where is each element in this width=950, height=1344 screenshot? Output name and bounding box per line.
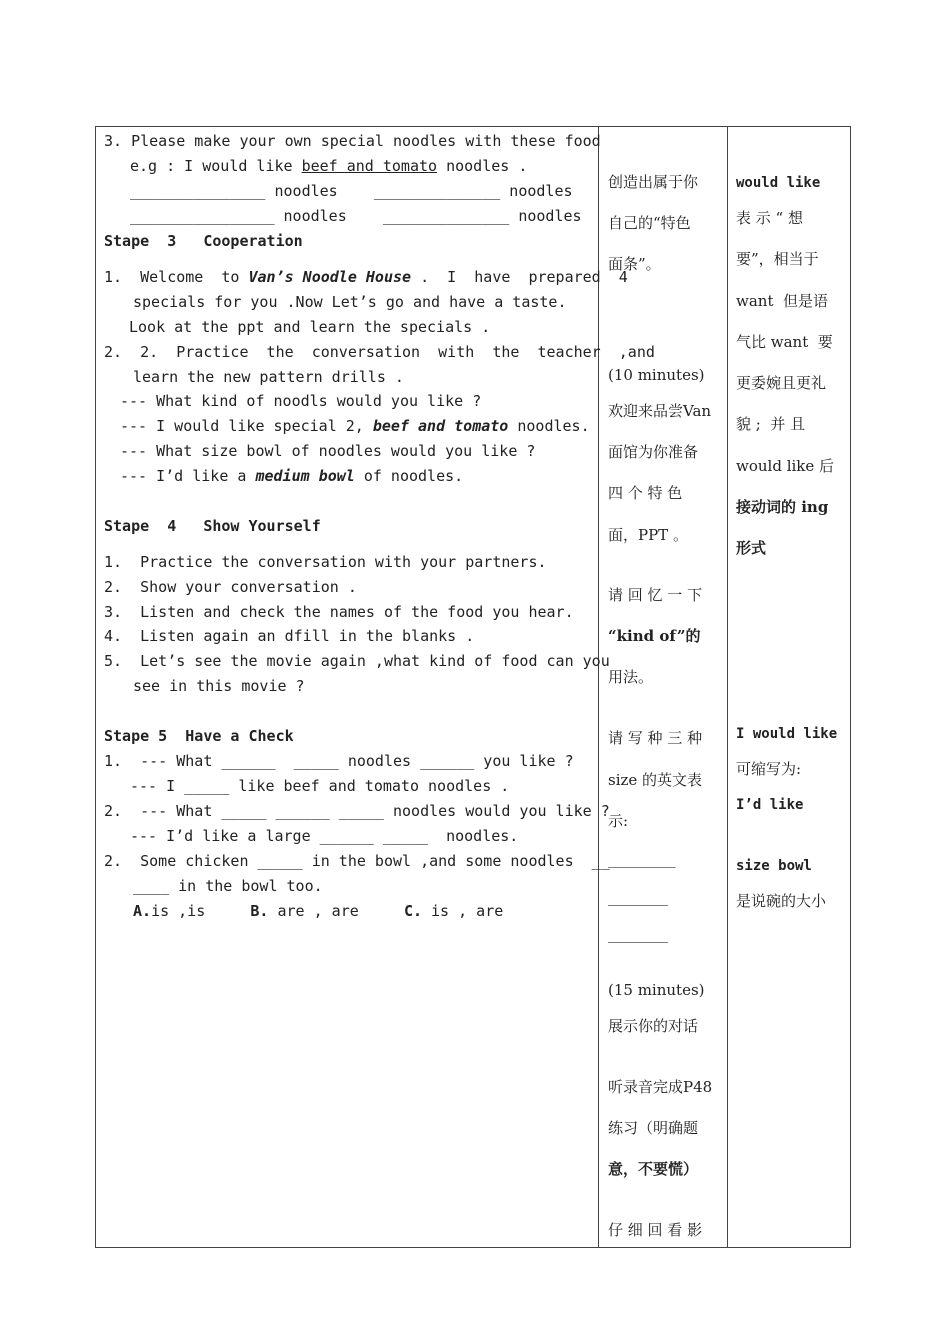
stage4-item-2: 2. Show your conversation . (104, 578, 357, 596)
stage5-title: Stape 5 Have a Check (104, 727, 294, 745)
middle-line: 自己的“特色 (608, 214, 691, 232)
middle-line: 创造出属于你 (608, 173, 699, 191)
right-line: size bowl (736, 858, 812, 874)
right-line: 更委婉且更礼 (736, 374, 827, 392)
right-line: 是说碗的大小 (736, 892, 827, 910)
right-line: I’d like (736, 797, 804, 813)
middle-line: 示: (608, 812, 629, 830)
middle-blank: ________ (608, 925, 668, 943)
middle-line: 意，不要慌） (608, 1160, 699, 1178)
middle-line: size 的英文表 (608, 771, 703, 789)
check-q2-line2: --- I’d like a large ______ _____ noodles. (130, 827, 519, 845)
check-q1-line1: 1. --- What ______ _____ noodles ______ you like ? (104, 752, 574, 770)
right-line: would like 后 (736, 457, 835, 475)
right-line: 要”，相当于 (736, 250, 819, 268)
item3-line1: 3. Please make your own special noodles with these food (104, 132, 601, 150)
right-line: want 但是语 (736, 292, 829, 310)
right-line: 可缩写为: (736, 760, 802, 778)
check-q3-line1: 2. Some chicken _____ in the bowl ,and some noodles __ (104, 852, 610, 870)
worksheet-table (95, 126, 851, 1248)
stage4-item-5-cont: see in this movie ? (133, 677, 305, 695)
right-line: 接动词的 ing (736, 498, 829, 516)
right-line: I would like (736, 726, 838, 742)
dialogue-line-4: --- I’d like a medium bowl of noodles. (120, 467, 464, 485)
middle-line: 面条”。 (608, 255, 661, 273)
middle-line: 请 回 忆 一 下 (608, 586, 703, 604)
middle-blank: ________ (608, 888, 668, 906)
item3-blank-row-2: ________________ noodles ______________ noodles (130, 207, 582, 225)
right-line: 貌 ; 并 且 (736, 415, 806, 433)
grammar-notes-column (728, 127, 852, 1247)
stage4-item-3: 3. Listen and check the names of the food you hear. (104, 603, 574, 621)
middle-line: 面，PPT 。 (608, 526, 688, 544)
middle-line: “kind of”的 (608, 627, 701, 645)
middle-line: 听录音完成P48 (608, 1078, 713, 1096)
item3-blank-row-1: _______________ noodles ______________ noodles (130, 182, 573, 200)
stage4-item-5: 5. Let’s see the movie again ,what kind of food can you (104, 652, 610, 670)
dialogue-line-1: --- What kind of noodls would you like ? (120, 392, 482, 410)
middle-line: 展示你的对话 (608, 1017, 699, 1035)
stage3-item1-line1: 1. Welcome to Van’s Noodle House . I have prepared 4 (104, 268, 628, 286)
stage4-item-1: 1. Practice the conversation with your partners. (104, 553, 547, 571)
stage4-item-4: 4. Listen again an dfill in the blanks . (104, 627, 475, 645)
teacher-notes-column (599, 127, 727, 1247)
middle-line: (15 minutes) (608, 981, 705, 999)
stage3-item2-line1: 2. 2. Practice the conversation with the teacher ,and (104, 343, 655, 361)
middle-line: 用法。 (608, 668, 654, 686)
check-q3-line2: ____ in the bowl too. (133, 877, 323, 895)
right-line: 气比 want 要 (736, 333, 833, 351)
middle-line: 仔 细 回 看 影 (608, 1221, 703, 1239)
check-q1-line2: --- I _____ like beef and tomato noodles . (130, 777, 510, 795)
stage3-item1-line3: Look at the ppt and learn the specials . (129, 318, 491, 336)
dialogue-line-2: --- I would like special 2, beef and tomato noodles. (120, 417, 590, 435)
right-line: would like (736, 175, 821, 191)
middle-line: 四 个 特 色 (608, 484, 683, 502)
stage3-item2-line2: learn the new pattern drills . (133, 368, 404, 386)
stage3-title: Stape 3 Cooperation (104, 232, 303, 250)
middle-line: 面馆为你准备 (608, 443, 699, 461)
right-line: 表 示 “ 想 (736, 209, 803, 227)
item3-example: e.g : I would like beef and tomato noodles . (130, 157, 528, 175)
dialogue-line-3: --- What size bowl of noodles would you like ? (120, 442, 536, 460)
middle-line: 欢迎来品尝Van (608, 402, 712, 420)
middle-line: 练习（明确题 (608, 1119, 699, 1137)
check-q3-options: A.is ,is B. are , are C. is , are (133, 902, 504, 920)
stage4-title: Stape 4 Show Yourself (104, 517, 321, 535)
middle-line: (10 minutes) (608, 366, 705, 384)
check-q2-line1: 2. --- What _____ ______ _____ noodles would you like ? (104, 802, 610, 820)
middle-blank: _________ (608, 850, 676, 868)
stage3-item1-line2: specials for you .Now Let’s go and have a taste. (133, 293, 567, 311)
right-line: 形式 (736, 539, 767, 557)
middle-line: 请 写 种 三 种 (608, 729, 703, 747)
